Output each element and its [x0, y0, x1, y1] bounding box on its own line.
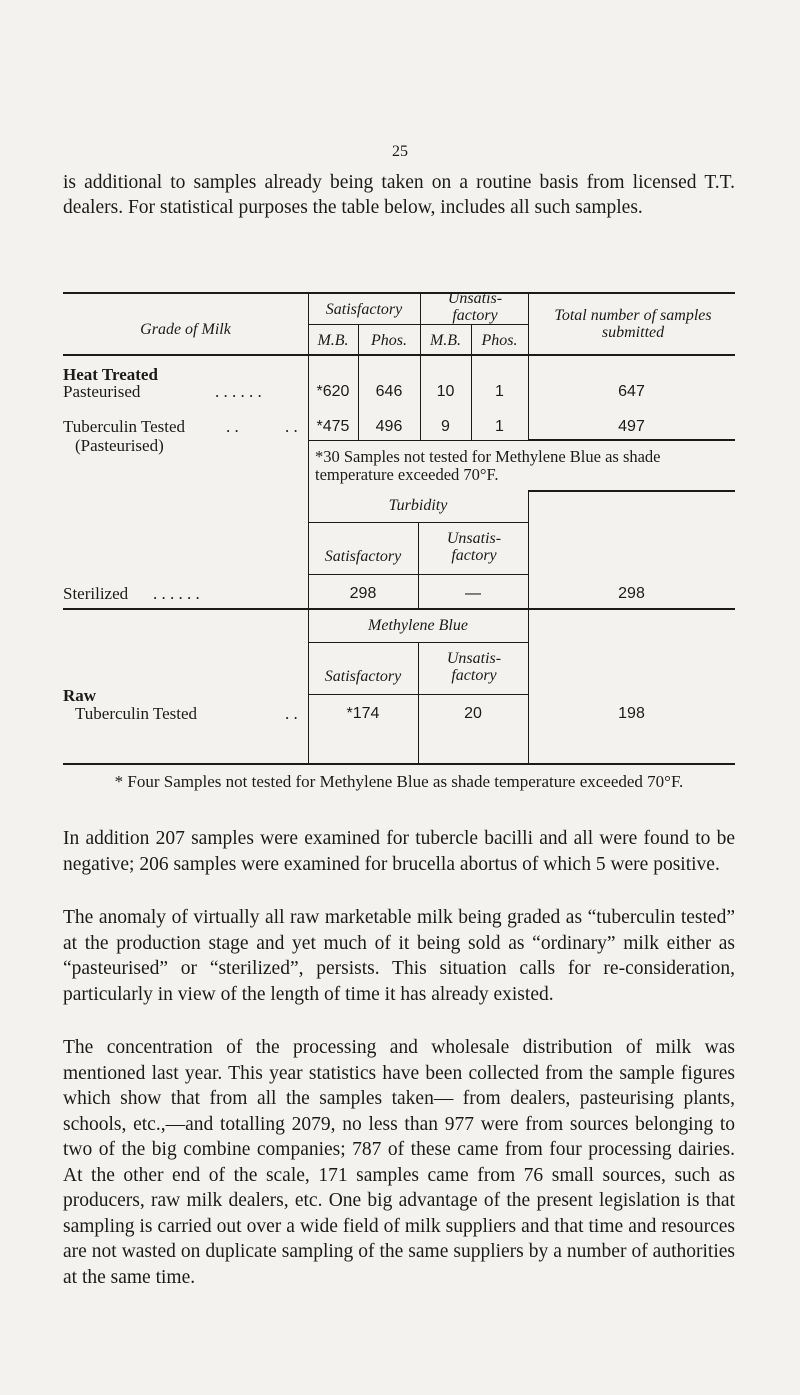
tt-unsat-phos: 1	[495, 418, 504, 435]
tt-pasteurised-dots-2: . .	[285, 417, 298, 436]
raw-section-rule	[63, 608, 735, 610]
tt-unsat-mb: 9	[441, 418, 450, 435]
turbidity-top-rule	[528, 490, 735, 492]
methylene-header: Methylene Blue	[368, 617, 468, 634]
paragraph-concentration: The concentration of the processing and wholesale distribution of milk was mentioned last year. This year statistics have been collected from the sample figures which show that from all the samples taken— from dealers, pasteurising plants, schools, etc.,—and totalling 2079, no less than 977 were from sources belonging to two of the big combine companies; 787 of these came from four processing dairies. At the other end of the scale, 171 samples came from 76 small sources, such as producers, raw milk dealers, etc. One big advantage of the present legislation is that sampling is carried out over a wide field of milk suppliers and that time and resources are not wasted on duplicate sampling of the same suppliers by a number of authorities at the same time.	[63, 1037, 735, 1288]
unsatisfactory-header: Unsatis-factory	[447, 290, 503, 324]
milk-sampling-table	[63, 292, 735, 764]
intro-paragraph: is additional to samples already being taken on a routine basis from licensed T.T. dealers. For statistical purposes the table below, includes all such samples.	[63, 172, 735, 218]
grade-of-milk-header: Grade of Milk	[140, 321, 231, 338]
methylene-note: *30 Samples not tested for Methylene Blue as shade temperature exceeded 70°F.	[315, 447, 661, 484]
tt-total-rule	[528, 439, 735, 441]
satisfactory-header: Satisfactory	[325, 301, 403, 318]
sterilized-unsat: —	[465, 585, 481, 602]
table-footnote: * Four Samples not tested for Methylene Blue as shade temperature exceeded 70°F.	[114, 772, 684, 791]
sterilized-total: 298	[618, 585, 645, 602]
turbidity-values-rule	[308, 574, 528, 575]
tt-sat-mb: *475	[316, 418, 350, 435]
pasteurised-label: Pasteurised	[63, 382, 141, 401]
table-top-rule	[63, 292, 735, 294]
sat-mb-header: M.B.	[317, 332, 349, 349]
turbidity-header: Turbidity	[388, 497, 448, 514]
sterilized-label: Sterilized	[63, 584, 129, 603]
pasteurised-unsat-phos: 1	[495, 383, 504, 400]
methylene-values-rule	[308, 694, 528, 695]
tt-total: 497	[618, 418, 645, 435]
raw-tt-dots: . .	[285, 704, 298, 723]
sterilized-dots: . . . . . .	[153, 584, 200, 603]
raw-tt-label: Tuberculin Tested	[75, 704, 198, 723]
raw-label: Raw	[63, 686, 97, 705]
pasteurised-sat-phos: 646	[375, 383, 403, 400]
paragraph-tubercle: In addition 207 samples were examined for tubercle bacilli and all were found to be negative; 206 samples were examined for brucella abortus of which 5 were positive.	[63, 828, 735, 875]
table-bottom-rule	[63, 763, 735, 765]
paragraph-anomaly: The anomaly of virtually all raw marketable milk being graded as “tuberculin tested” at the production stage and yet much of it being sold as “ordinary” milk either as “pasteurised” or “sterilized”, persists. This situation calls for re-consideration, particularly in view of the length of time it has already existed.	[63, 907, 735, 1005]
methylene-total-divider	[528, 610, 529, 764]
methylene-unsat-header: Unsatis-factory	[446, 650, 502, 684]
heat-treated-label: Heat Treated	[63, 365, 158, 384]
unsat-phos-header: Phos.	[481, 332, 518, 349]
raw-tt-sat: *174	[346, 705, 380, 722]
turbidity-unsat-header: Unsatis-factory	[446, 530, 502, 564]
page-number: 25	[392, 143, 408, 160]
subheader-rule	[308, 324, 528, 325]
methylene-sat-header: Satisfactory	[324, 668, 402, 685]
raw-tt-total: 198	[618, 705, 645, 722]
unsat-mb-header: M.B.	[429, 332, 462, 349]
tt-sat-phos: 496	[375, 418, 403, 435]
pasteurised-unsat-mb: 10	[436, 383, 455, 400]
total-samples-header: Total number of samples submitted	[554, 307, 712, 341]
raw-tt-unsat: 20	[464, 705, 482, 722]
tt-row-rule	[308, 440, 528, 441]
methylene-sat-unsat-divider	[418, 642, 419, 764]
tt-pasteurised-label: Tuberculin Tested	[63, 417, 186, 436]
pasteurised-sat-mb: *620	[316, 383, 350, 400]
sterilized-sat: 298	[349, 585, 377, 602]
sat-phos-header: Phos.	[371, 332, 407, 349]
tt-pasteurised-dots: . .	[226, 417, 239, 436]
pasteurised-dots: . . . . . .	[215, 382, 262, 401]
tt-pasteurised-sublabel: (Pasteurised)	[75, 436, 164, 455]
turbidity-sat-header: Satisfactory	[324, 548, 402, 565]
pasteurised-total: 647	[618, 383, 645, 400]
